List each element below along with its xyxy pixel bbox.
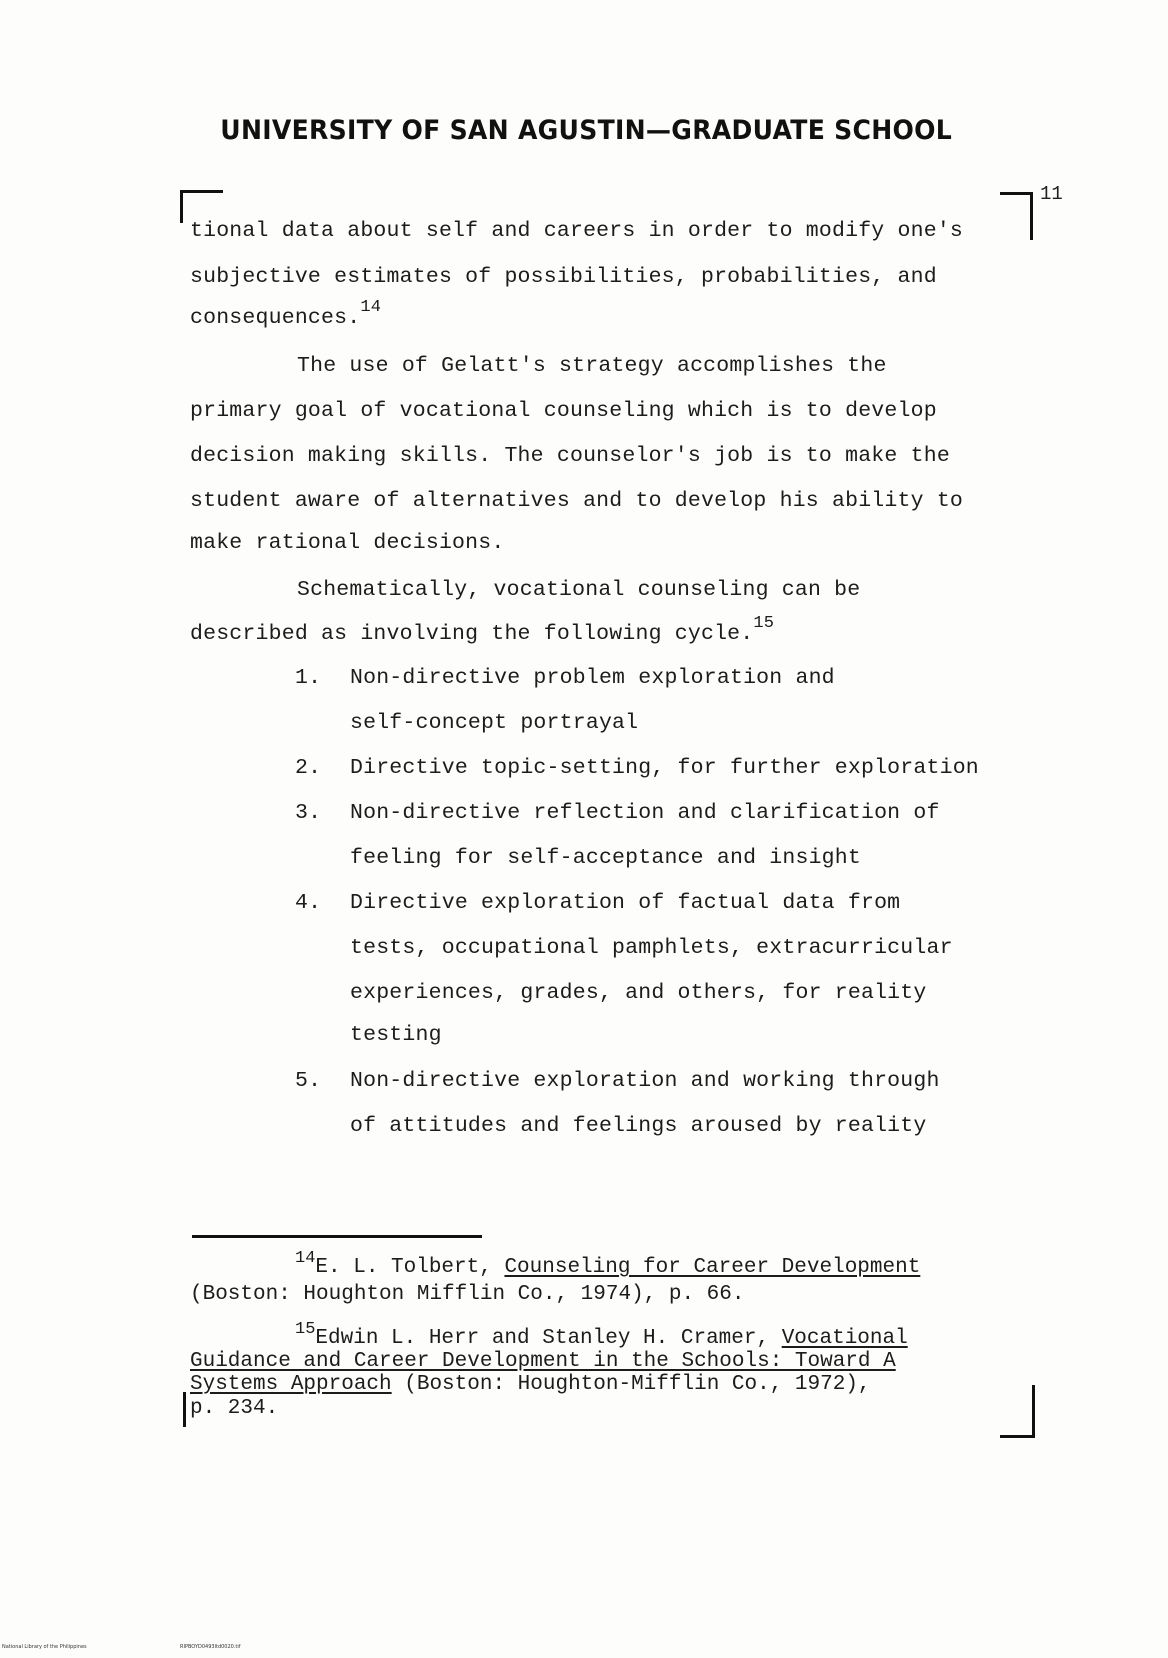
scan-filename: RIPBOYD0493ltd0020.tif [180, 1644, 241, 1650]
paragraph-1-line-1: tional data about self and careers in order to modify one's [190, 219, 964, 243]
list-item-1-number: 1. [295, 666, 322, 690]
paragraph-2-line-3: decision making skills. The counselor's job is to make the [190, 444, 950, 468]
footnote-15-line-3 [190, 1373, 871, 1397]
list-item-5-line-1: Non-directive exploration and working through [350, 1069, 940, 1093]
paragraph-2-line-2: primary goal of vocational counseling which is to develop [190, 399, 937, 423]
footnote-15-mark: 15 [295, 1320, 316, 1339]
list-item-1-line-1: Non-directive problem exploration and [350, 666, 835, 690]
paragraph-1-line-2: subjective estimates of possibilities, probabilities, and [190, 265, 937, 289]
footnote-separator [192, 1235, 482, 1238]
paragraph-3-line-1: Schematically, vocational counseling can be [297, 578, 861, 602]
footnote-15-publisher: (Boston: Houghton-Mifflin Co., 1972), [391, 1373, 871, 1396]
footnote-15-line-4: p. 234. [190, 1397, 279, 1420]
footnote-15-title-part-2: Guidance and Career Development in the Schools: Toward A [190, 1350, 896, 1373]
list-item-2-line-1: Directive topic-setting, for further exploration [350, 756, 979, 780]
list-item-3-line-1: Non-directive reflection and clarification of [350, 801, 940, 825]
paragraph-2-line-4: student aware of alternatives and to develop his ability to [190, 489, 964, 513]
paragraph-1-line-3 [190, 298, 382, 333]
list-item-2-number: 2. [295, 756, 322, 780]
footnote-14-author: E. L. Tolbert, [315, 1256, 505, 1279]
list-item-3-number: 3. [295, 801, 322, 825]
footnote-14-title: Counseling for Career Development [504, 1256, 921, 1279]
footnote-ref-14: 14 [360, 298, 382, 317]
university-header: UNIVERSITY OF SAN AGUSTIN—GRADUATE SCHOOL [220, 115, 953, 146]
footnote-15-title-part-3: Systems Approach [190, 1373, 392, 1396]
corner-bracket-top-right [1000, 192, 1033, 240]
paragraph-3-line-2-text: described as involving the following cycle. [190, 622, 754, 646]
corner-bracket-bottom-right [1000, 1385, 1035, 1438]
footnote-15-line-2 [190, 1350, 896, 1374]
footnote-14-mark: 14 [295, 1249, 316, 1268]
footnote-15-author: Edwin L. Herr and Stanley H. Cramer, [315, 1327, 782, 1350]
paragraph-3-line-2 [190, 614, 775, 649]
list-item-4-line-3: experiences, grades, and others, for reality [350, 981, 927, 1005]
scan-source-label: National Library of the Philippines [2, 1644, 87, 1650]
footnote-ref-15: 15 [753, 614, 775, 633]
footnote-14-line-2: (Boston: Houghton Mifflin Co., 1974), p. 66. [190, 1283, 745, 1306]
list-item-1-line-2: self-concept portrayal [350, 711, 639, 735]
list-item-4-line-4: testing [350, 1023, 442, 1047]
list-item-5-line-2: of attitudes and feelings aroused by reality [350, 1114, 927, 1138]
list-item-5-number: 5. [295, 1069, 322, 1093]
list-item-4-line-1: Directive exploration of factual data from [350, 891, 901, 915]
footnote-15-line-1 [295, 1320, 908, 1352]
footnote-15-title-part-1: Vocational [781, 1327, 908, 1350]
page-number: 11 [1040, 183, 1063, 205]
list-item-4-number: 4. [295, 891, 322, 915]
list-item-4-line-2: tests, occupational pamphlets, extracurricular [350, 936, 953, 960]
paragraph-1-line-3-text: consequences. [190, 306, 361, 330]
footnote-14-line-1 [295, 1249, 921, 1281]
paragraph-2-line-1: The use of Gelatt's strategy accomplishes the [297, 354, 887, 378]
paragraph-2-line-5: make rational decisions. [190, 531, 505, 555]
list-item-3-line-2: feeling for self-acceptance and insight [350, 846, 861, 870]
